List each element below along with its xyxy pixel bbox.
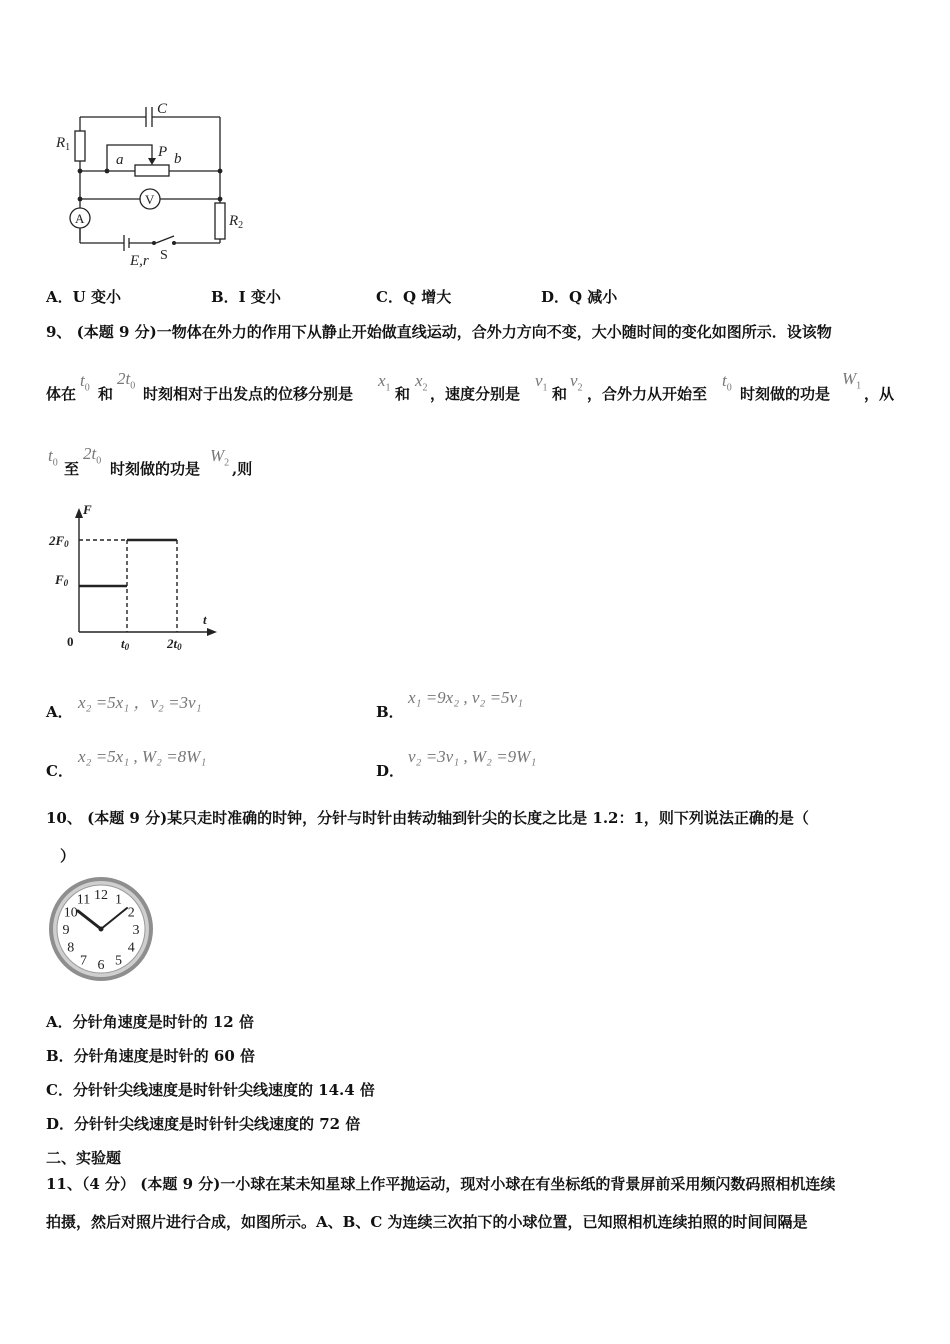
sym-2t0-b: $2t_0$ xyxy=(83,444,102,467)
sym-x2: $x_2$ xyxy=(415,371,428,394)
sym-t0-b: $t_0$ xyxy=(722,371,732,394)
sym-t0: $t_0$ xyxy=(80,371,90,394)
q9-text-work-is2: 时刻做的功是 xyxy=(110,460,201,478)
q9-line1: 9、 (本题 9 分)一物体在外力的作用下从静止开始做直线运动，合外力方向不变，大小随时间的变化如图所示．设该物 xyxy=(46,323,832,341)
clock-numeral: 11 xyxy=(76,892,91,908)
q9-word-to: 至 xyxy=(64,460,80,478)
graph-label-t0: t0 xyxy=(121,636,130,652)
q11-line2: 拍摄，然后对照片进行合成，如图所示。A、B、C 为连续三次拍下的小球位置，已知照相机连续拍照的时间间隔是 xyxy=(46,1213,808,1231)
sym-v2: $v_2$ xyxy=(570,371,583,394)
label-R1: $R_1$ xyxy=(56,135,71,153)
graph-label-2t0: 2t0 xyxy=(167,636,182,652)
q9-option-c-label[interactable]: C． xyxy=(46,762,73,780)
clock-image xyxy=(46,874,156,984)
clock-numeral: 4 xyxy=(127,940,135,956)
clock-numeral: 7 xyxy=(80,953,87,969)
clock-numeral: 6 xyxy=(97,958,105,973)
label-b: b xyxy=(174,151,182,167)
q9-word-and3: 和 xyxy=(552,385,568,403)
q9-option-a-label[interactable]: A． xyxy=(46,703,73,721)
q9-text-work-is: 时刻做的功是 xyxy=(740,385,831,403)
circuit-diagram xyxy=(50,95,260,275)
clock-numeral: 10 xyxy=(63,905,78,921)
q10-option-d[interactable]: D．分针针尖线速度是时针针尖线速度的 72 倍 xyxy=(46,1115,361,1133)
q9-option-d-expr: v₂ =3v₁ , W₂ =9W₁ xyxy=(408,747,537,766)
section-title: 二、实验题 xyxy=(46,1149,122,1167)
q9-option-c-expr: x₂ =5x₁ , W₂ =8W₁ xyxy=(78,747,207,766)
sym-W2: $W_2$ xyxy=(210,446,230,469)
q9-word-and1: 和 xyxy=(98,385,114,403)
clock-numeral: 8 xyxy=(67,940,75,956)
q10-option-c[interactable]: C．分针针尖线速度是时针针尖线速度的 14.4 倍 xyxy=(46,1081,375,1099)
q9-option-d-label[interactable]: D． xyxy=(376,762,405,780)
q8-option-b[interactable]: B．I 变小 xyxy=(211,288,281,306)
clock-numeral: 1 xyxy=(115,892,122,908)
q11-line1: 11、（4 分） (本题 9 分)一小球在某未知星球上作平抛运动，现对小球在有坐标纸的背景屏前采用频闪数码照相机连续 xyxy=(46,1175,836,1193)
q9-line2: 体在 xyxy=(46,385,77,403)
graph-label-2F0: 2F0 xyxy=(49,533,69,549)
clock-numeral: 5 xyxy=(115,953,122,969)
q8-option-a[interactable]: A．U 变小 xyxy=(46,288,121,306)
sym-x1: $x_1$ xyxy=(378,371,391,394)
clock-numeral: 3 xyxy=(132,923,140,938)
q10-option-a[interactable]: A．分针角速度是时针的 12 倍 xyxy=(46,1013,254,1031)
graph-label-F0: F0 xyxy=(55,572,69,588)
label-R2: $R_2$ xyxy=(229,213,244,231)
label-V: V xyxy=(145,192,155,207)
q9-text-work-start: ，合外力从开始至 xyxy=(587,385,708,403)
label-a: a xyxy=(116,152,124,168)
clock-numeral: 2 xyxy=(127,905,135,921)
q9-text-velocity: ，速度分别是 xyxy=(430,385,521,403)
q9-option-b-label[interactable]: B． xyxy=(376,703,404,721)
label-P: P xyxy=(158,144,168,160)
sym-t0-c: $t_0$ xyxy=(48,446,58,469)
sym-W1: $W_1$ xyxy=(842,369,862,392)
q9-word-and2: 和 xyxy=(395,385,411,403)
q9-option-b-expr: x₁ =9x₂ , v₂ =5v₁ xyxy=(408,688,524,707)
clock-numeral: 9 xyxy=(62,923,70,938)
q9-text-then: ,则 xyxy=(232,460,253,478)
q9-text-from: ，从 xyxy=(864,385,895,403)
sym-v1: $v_1$ xyxy=(535,371,548,394)
label-A: A xyxy=(75,211,85,226)
q10-option-b[interactable]: B．分针角速度是时针的 60 倍 xyxy=(46,1047,255,1065)
label-S: S xyxy=(160,248,168,263)
q10-line2: ） xyxy=(60,847,76,865)
label-Er: E,r xyxy=(130,253,149,269)
graph-axis-F: F xyxy=(83,502,92,517)
force-time-graph xyxy=(45,500,225,660)
q10-line1: 10、 (本题 9 分)某只走时准确的时钟，分针与时针由转动轴到针尖的长度之比是 1.2：1，则下列说法正确的是（ xyxy=(46,809,809,827)
graph-origin: 0 xyxy=(67,634,74,649)
q9-option-a-expr: x₂ =5x₁ ，v₂ =3v₁ xyxy=(78,693,202,712)
q8-option-c[interactable]: C．Q 增大 xyxy=(376,288,452,306)
label-C: C xyxy=(157,101,168,117)
graph-axis-t: t xyxy=(203,612,207,627)
q8-option-d[interactable]: D．Q 减小 xyxy=(541,288,618,306)
sym-2t0: $2t_0$ xyxy=(117,369,136,392)
q9-text-displacement: 时刻相对于出发点的位移分别是 xyxy=(143,385,354,403)
clock-numeral: 12 xyxy=(94,888,108,903)
